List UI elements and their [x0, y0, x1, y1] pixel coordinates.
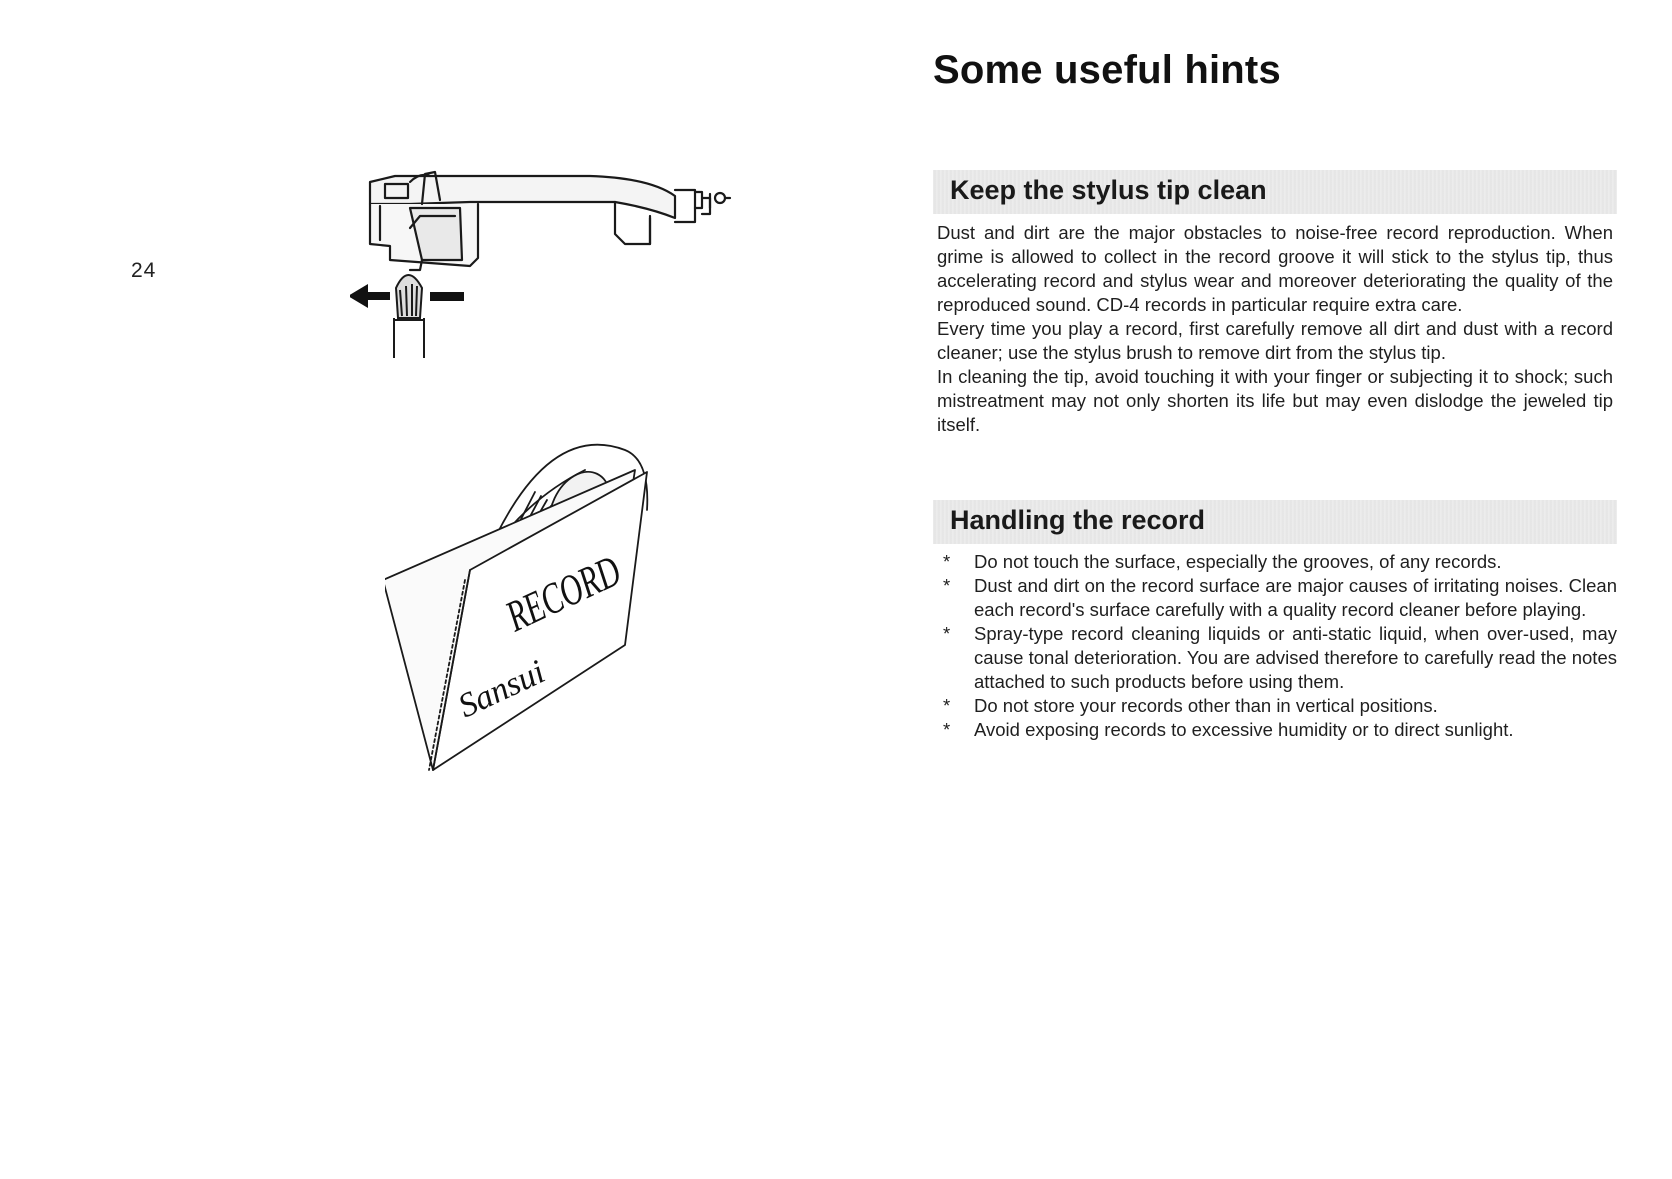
- page-title: Some useful hints: [933, 48, 1281, 92]
- list-item: [933, 718, 1617, 742]
- bullet-list: [933, 544, 1617, 742]
- paragraph: In cleaning the tip, avoid touching it with your finger or subjecting it to shock; such mistreatment may not only shorten its life but may even dislodge the jeweled tip itself.: [937, 366, 1613, 435]
- list-item-text: Spray-type record cleaning liquids or anti-static liquid, when over-used, may cause tonal deterioration. You are advised therefore to carefully read the notes attached to such products before using them.: [974, 623, 1617, 692]
- list-item-text: Avoid exposing records to excessive humidity or to direct sunlight.: [974, 719, 1514, 740]
- tonearm-stylus-illustration: [350, 168, 770, 358]
- bullet-star-icon: *: [943, 719, 951, 740]
- bullet-star-icon: *: [943, 695, 951, 716]
- page-number: 24: [131, 259, 157, 282]
- paragraph: Every time you play a record, first carefully remove all dirt and dust with a record cleaner; use the stylus brush to remove dirt from the stylus tip.: [937, 318, 1613, 363]
- section-heading: Handling the record: [950, 505, 1206, 535]
- list-item: [933, 694, 1617, 718]
- list-item-text: Do not touch the surface, especially the grooves, of any records.: [974, 551, 1502, 572]
- record-sleeve-illustration: [385, 440, 705, 825]
- sleeve-brand-label: Sansui: [452, 653, 551, 726]
- sleeve-record-label: RECORD: [498, 523, 677, 642]
- bullet-star-icon: *: [943, 551, 951, 572]
- section-body: [933, 214, 1617, 437]
- section-handling-record: [933, 500, 1617, 742]
- section-stylus-tip: [933, 170, 1617, 437]
- list-item: [933, 574, 1617, 622]
- paragraph: Dust and dirt are the major obstacles to noise-free record reproduction. When grime is allowed to collect in the record groove it will stick to the stylus tip, thus accelerating record and stylus wear and moreover deteriorating the quality of the reproduced sound. CD-4 records in particular require extra care.: [937, 222, 1613, 315]
- list-item-text: Do not store your records other than in vertical positions.: [974, 695, 1438, 716]
- list-item: [933, 550, 1617, 574]
- section-heading: Keep the stylus tip clean: [950, 175, 1267, 205]
- section-heading-band: [933, 170, 1617, 214]
- bullet-star-icon: *: [943, 623, 951, 644]
- list-item-text: Dust and dirt on the record surface are major causes of irritating noises. Clean each record's surface carefully with a quality record cleaner before playing.: [974, 575, 1617, 620]
- list-item: [933, 622, 1617, 694]
- section-heading-band: [933, 500, 1617, 544]
- bullet-star-icon: *: [943, 575, 951, 596]
